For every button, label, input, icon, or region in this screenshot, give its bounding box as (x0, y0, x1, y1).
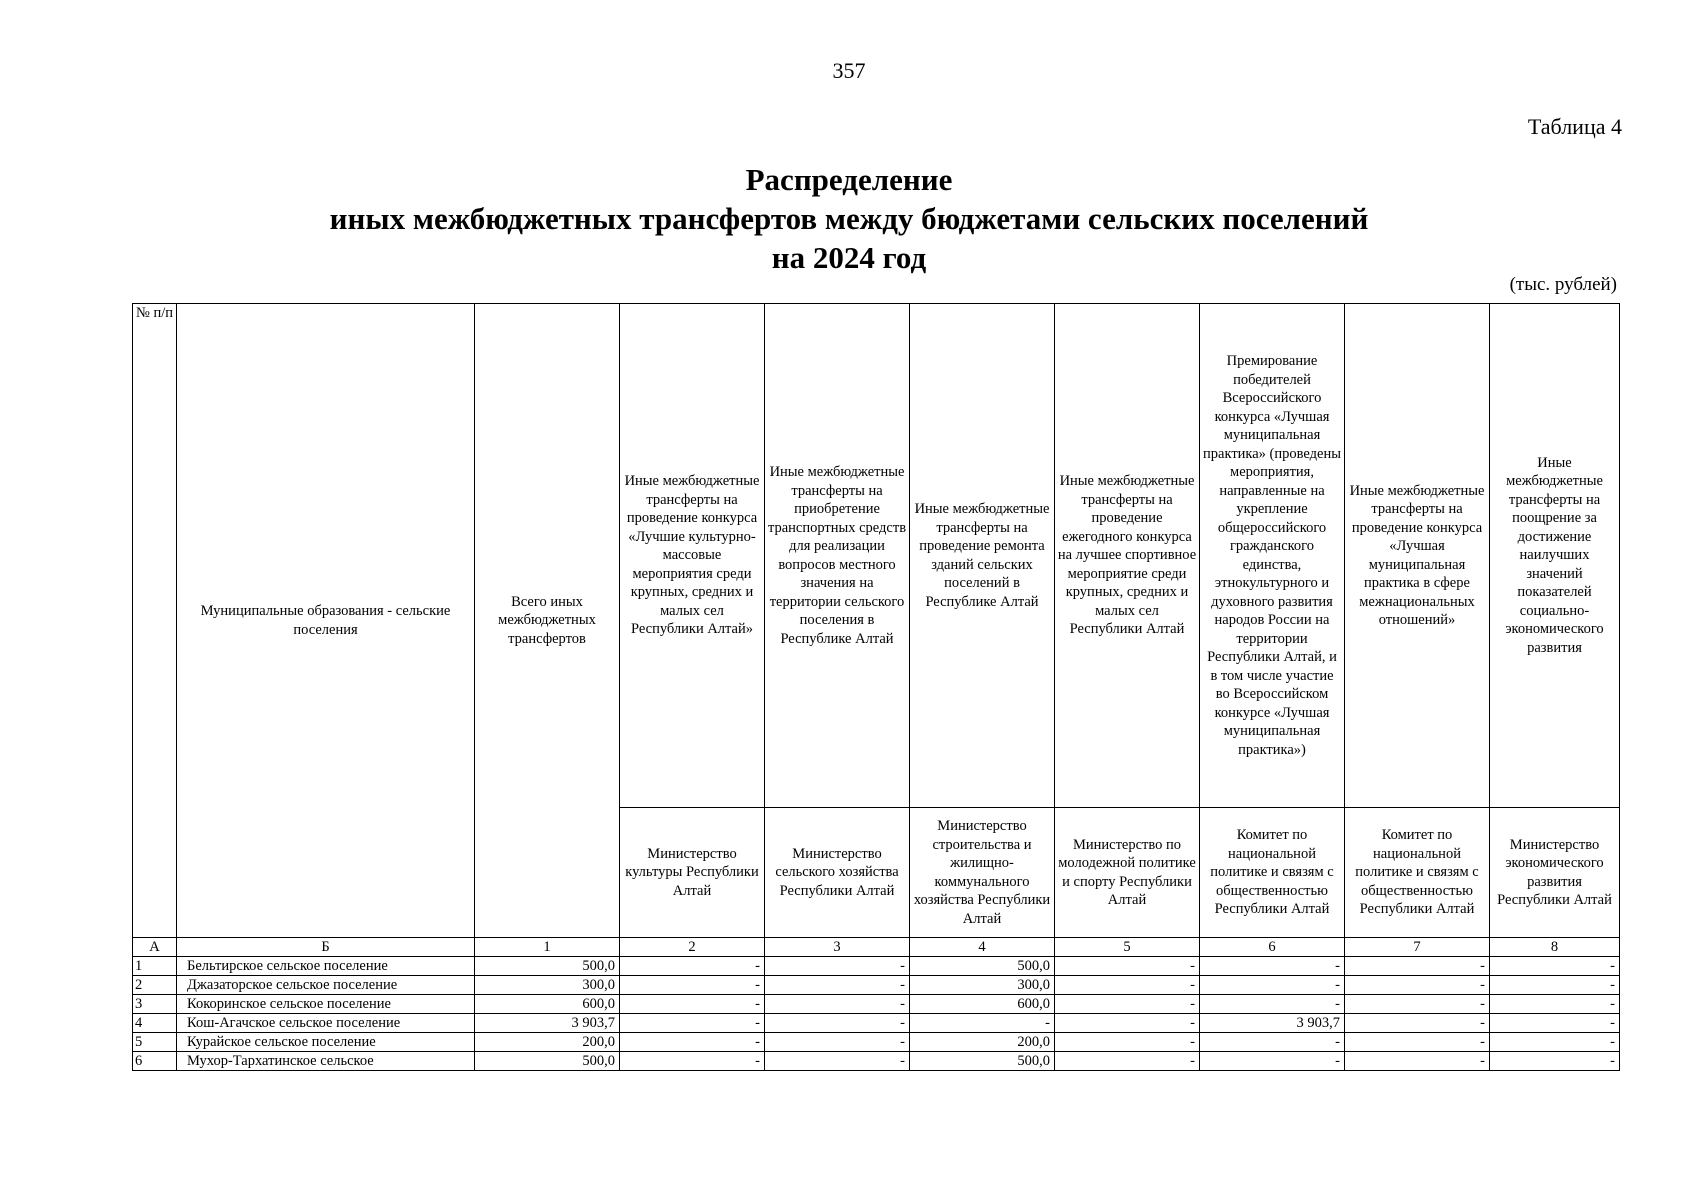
row-value: 300,0 (475, 976, 620, 995)
header-col8-administrator: Министерство экономического развития Республики Алтай (1490, 808, 1620, 938)
table-row (133, 1052, 1620, 1071)
row-value: 600,0 (475, 995, 620, 1014)
row-value: - (765, 1052, 910, 1071)
row-municipality: Курайское сельское поселение (177, 1033, 475, 1052)
row-value: - (1490, 1052, 1620, 1071)
table-row (133, 1014, 1620, 1033)
row-value: - (620, 1014, 765, 1033)
header-col4-administrator: Министерство строительства и жилищно-коммунального хозяйства Республики Алтай (910, 808, 1055, 938)
table-row (133, 995, 1620, 1014)
row-value: - (1345, 957, 1490, 976)
row-number: 3 (133, 995, 177, 1014)
row-number: 6 (133, 1052, 177, 1071)
row-value: - (620, 957, 765, 976)
row-value: - (1055, 957, 1200, 976)
row-municipality: Джазаторское сельское поселение (177, 976, 475, 995)
table-row (133, 1033, 1620, 1052)
row-municipality: Кокоринское сельское поселение (177, 995, 475, 1014)
column-letter: 5 (1055, 938, 1200, 957)
row-value: 500,0 (910, 1052, 1055, 1071)
row-value: 500,0 (475, 1052, 620, 1071)
row-value: - (765, 976, 910, 995)
table-label: Таблица 4 (1527, 114, 1622, 139)
table-row (133, 957, 1620, 976)
header-col7-administrator: Комитет по национальной политике и связям с общественностью Республики Алтай (1345, 808, 1490, 938)
header-total: Всего иных межбюджетных трансфертов (475, 304, 620, 938)
header-municipality: Муниципальные образования - сельские поселения (177, 304, 475, 938)
title-line-1: Распределение (745, 162, 953, 197)
row-value: - (620, 1033, 765, 1052)
document-title (0, 160, 1698, 277)
column-letter: 4 (910, 938, 1055, 957)
row-value: - (910, 1014, 1055, 1033)
row-value: - (1345, 995, 1490, 1014)
row-municipality: Кош-Агачское сельское поселение (177, 1014, 475, 1033)
row-value: - (1490, 957, 1620, 976)
row-value: - (1055, 976, 1200, 995)
row-value: - (1345, 976, 1490, 995)
row-value: - (1055, 1014, 1200, 1033)
row-value: - (1345, 1033, 1490, 1052)
row-value: - (765, 1033, 910, 1052)
column-letter: 6 (1200, 938, 1345, 957)
row-number: 2 (133, 976, 177, 995)
row-number: 5 (133, 1033, 177, 1052)
row-value: - (1055, 1033, 1200, 1052)
row-value: - (620, 976, 765, 995)
column-letters-row (133, 938, 1620, 957)
row-value: 200,0 (910, 1033, 1055, 1052)
title-line-2: иных межбюджетных трансфертов между бюджетами сельских поселений (329, 201, 1369, 236)
header-col7-description: Иные межбюджетные трансферты на проведение конкурса «Лучшая муниципальная практика в сфере межнациональных отношений» (1345, 304, 1490, 808)
row-value: - (765, 1014, 910, 1033)
row-value: - (1200, 1052, 1345, 1071)
row-value: - (1200, 976, 1345, 995)
column-letter: 2 (620, 938, 765, 957)
header-col4-description: Иные межбюджетные трансферты на проведение ремонта зданий сельских поселений в Республике Алтай (910, 304, 1055, 808)
row-value: - (1200, 995, 1345, 1014)
row-value: - (1345, 1014, 1490, 1033)
row-value: 300,0 (910, 976, 1055, 995)
row-value: 600,0 (910, 995, 1055, 1014)
column-letter: 7 (1345, 938, 1490, 957)
row-number: 1 (133, 957, 177, 976)
row-municipality: Мухор-Тархатинское сельское (177, 1052, 475, 1071)
row-value: - (1490, 1014, 1620, 1033)
row-value: 3 903,7 (1200, 1014, 1345, 1033)
header-col6-description: Премирование победителей Всероссийского конкурса «Лучшая муниципальная практика» (проведены мероприятия, направленные на укрепление общероссийского гражданского единства, этнокультурного и духовного развития народов России на территории Республики Алтай, и в том числе участие во Всероссийском конкурсе «Лучшая муниципальная практика») (1200, 304, 1345, 808)
row-value: 500,0 (475, 957, 620, 976)
header-number: № п/п (133, 304, 177, 938)
header-col5-description: Иные межбюджетные трансферты на проведение ежегодного конкурса на лучшее спортивное мероприятие среди крупных, средних и малых сел Республики Алтай (1055, 304, 1200, 808)
column-letter: Б (177, 938, 475, 957)
row-value: - (1200, 957, 1345, 976)
header-col2-description: Иные межбюджетные трансферты на проведение конкурса «Лучшие культурно-массовые мероприятия среди крупных, средних и малых сел Республики Алтай» (620, 304, 765, 808)
header-col3-administrator: Министерство сельского хозяйства Республики Алтай (765, 808, 910, 938)
page-number: 357 (832, 58, 866, 83)
row-value: - (1490, 976, 1620, 995)
row-value: - (1055, 1052, 1200, 1071)
title-line-3: на 2024 год (771, 240, 927, 275)
row-value: - (765, 957, 910, 976)
row-value: 500,0 (910, 957, 1055, 976)
row-value: - (1490, 1033, 1620, 1052)
header-col2-administrator: Министерство культуры Республики Алтай (620, 808, 765, 938)
row-value: - (1200, 1033, 1345, 1052)
column-letter: 3 (765, 938, 910, 957)
row-value: 3 903,7 (475, 1014, 620, 1033)
row-value: - (620, 995, 765, 1014)
row-value: - (765, 995, 910, 1014)
header-col8-description: Иные межбюджетные трансферты на поощрение за достижение наилучших значений показателей социально-экономического развития (1490, 304, 1620, 808)
units-label: (тыс. рублей) (1509, 274, 1617, 295)
row-municipality: Бельтирское сельское поселение (177, 957, 475, 976)
row-value: - (1345, 1052, 1490, 1071)
column-letter: А (133, 938, 177, 957)
transfers-table (132, 303, 1620, 1071)
row-value: - (1055, 995, 1200, 1014)
column-letter: 1 (475, 938, 620, 957)
row-number: 4 (133, 1014, 177, 1033)
header-col5-administrator: Министерство по молодежной политике и спорту Республики Алтай (1055, 808, 1200, 938)
header-col3-description: Иные межбюджетные трансферты на приобретение транспортных средств для реализации вопросов местного значения на территории сельского поселения в Республике Алтай (765, 304, 910, 808)
header-col6-administrator: Комитет по национальной политике и связям с общественностью Республики Алтай (1200, 808, 1345, 938)
row-value: - (1490, 995, 1620, 1014)
row-value: 200,0 (475, 1033, 620, 1052)
table-row (133, 976, 1620, 995)
row-value: - (620, 1052, 765, 1071)
column-letter: 8 (1490, 938, 1620, 957)
